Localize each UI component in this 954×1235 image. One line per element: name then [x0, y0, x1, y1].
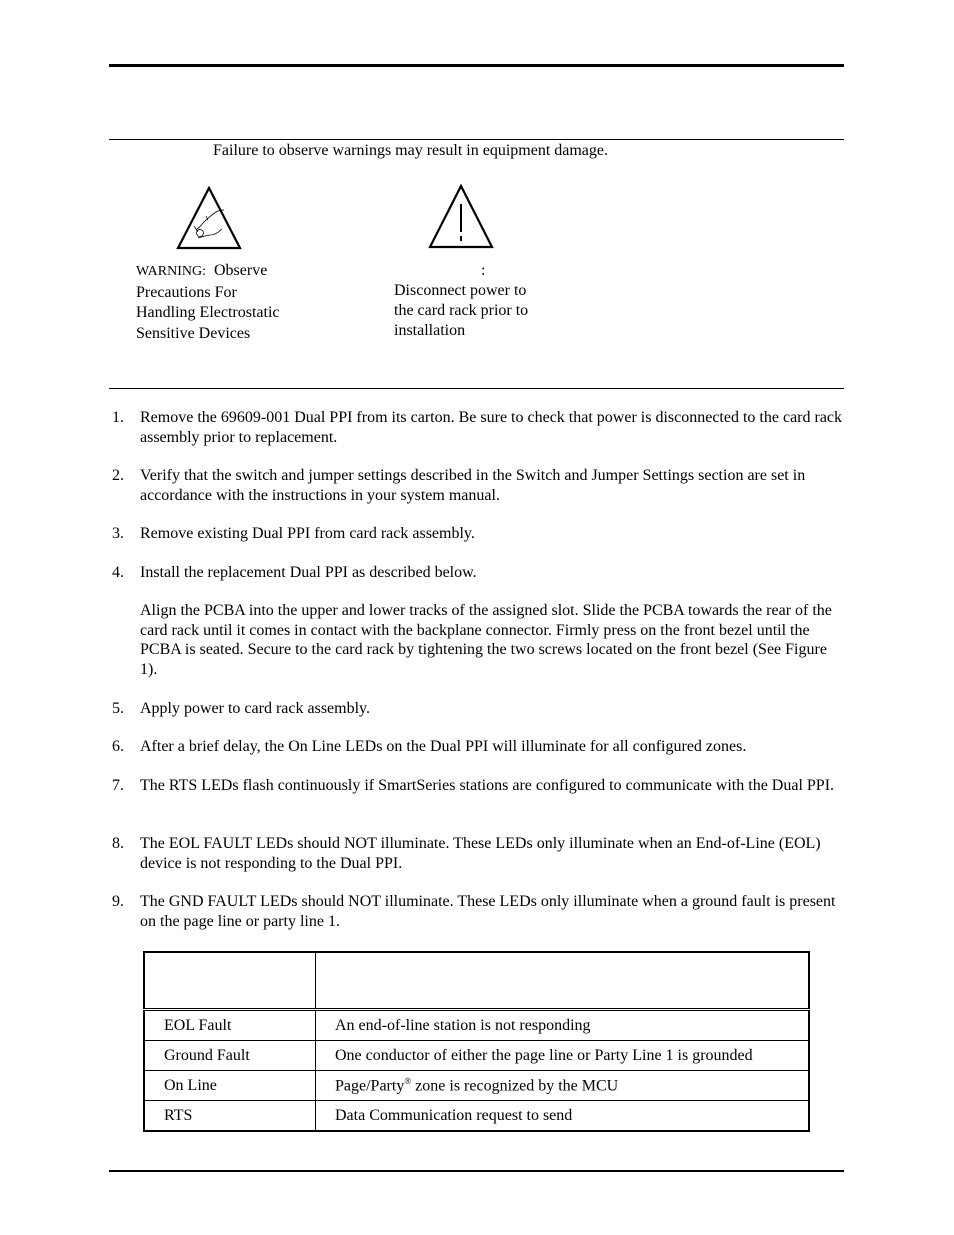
- table-row: [144, 1101, 809, 1132]
- led-name-cell: Ground Fault: [144, 1041, 316, 1071]
- section-rule-2: [109, 388, 844, 389]
- top-rule: [109, 64, 844, 67]
- step-number: 8.: [112, 835, 124, 852]
- power-warning-caption: [394, 261, 594, 341]
- description-text: Page/Party: [335, 1077, 405, 1095]
- step-item: [109, 408, 845, 447]
- led-name-cell: RTS: [144, 1101, 316, 1132]
- step-number: 5.: [112, 700, 124, 717]
- led-description-cell: [316, 1071, 810, 1101]
- step-text: Apply power to card rack assembly.: [140, 700, 370, 717]
- warning-notice: Failure to observe warnings may result in equipment damage.: [213, 142, 609, 159]
- step-item: [109, 563, 845, 583]
- description-text: zone is recognized by the MCU: [411, 1077, 619, 1095]
- step-item: [109, 834, 845, 873]
- step-item: [109, 466, 845, 505]
- step-item: [109, 737, 845, 757]
- step-text: Install the replacement Dual PPI as described below.: [140, 564, 477, 581]
- registered-mark: ®: [404, 1075, 412, 1086]
- step-item: [109, 699, 845, 719]
- step-text: Verify that the switch and jumper settings described in the Switch and Jumper Settings section are set in accordance with the instructions in your system manual.: [140, 467, 806, 504]
- step-text: The GND FAULT LEDs should NOT illuminate. These LEDs only illuminate when a ground fault is present on the page line or party line 1.: [140, 893, 836, 930]
- esd-warning-icon: [176, 186, 242, 250]
- caption-line: the card rack prior to: [394, 302, 529, 319]
- step-number: 2.: [112, 467, 124, 484]
- table-header-row: [144, 952, 809, 1010]
- table-row: [144, 1071, 809, 1101]
- section-rule-1: [109, 139, 844, 140]
- led-description-cell: One conductor of either the page line or Party Line 1 is grounded: [316, 1041, 810, 1071]
- step-text: The EOL FAULT LEDs should NOT illuminate. These LEDs only illuminate when an End-of-Line (EOL) device is not responding to the Dual PPI.: [140, 835, 821, 872]
- caption-line: Sensitive Devices: [136, 324, 251, 342]
- step-number: 7.: [112, 777, 124, 794]
- led-table: [143, 951, 810, 1132]
- led-description-cell: Data Communication request to send: [316, 1101, 810, 1132]
- install-paragraph: Align the PCBA into the upper and lower tracks of the assigned slot. Slide the PCBA towards the rear of the card rack until it comes in contact with the backplane connector. Firmly press on the front bezel until the PCBA is seated. Secure to the card rack by tightening the two screws located on the front bezel (See Figure 1).: [140, 602, 832, 678]
- table-row: [144, 1010, 809, 1041]
- step-number: 4.: [112, 564, 124, 581]
- caption-line: Observe: [214, 262, 268, 279]
- bottom-rule: [109, 1170, 844, 1172]
- caption-colon: :: [481, 262, 486, 279]
- step-number: 1.: [112, 409, 124, 426]
- caption-line: installation: [394, 322, 466, 339]
- caption-line: Handling Electrostatic: [136, 304, 280, 321]
- step-number: 6.: [112, 738, 124, 755]
- step-text: Remove existing Dual PPI from card rack assembly.: [140, 525, 475, 542]
- step-number: 9.: [112, 893, 124, 910]
- step-item: [109, 524, 845, 544]
- caption-line: Precautions For: [136, 283, 237, 301]
- step-number: 3.: [112, 525, 124, 542]
- led-name-cell: EOL Fault: [144, 1010, 316, 1041]
- step-text: Remove the 69609-001 Dual PPI from its carton. Be sure to check that power is disconnected to the card rack assembly prior to replacement.: [140, 409, 843, 446]
- step-text: The RTS LEDs flash continuously if SmartSeries stations are configured to communicate with the Dual PPI.: [140, 777, 835, 794]
- step-item: [109, 892, 845, 931]
- table-row: [144, 1041, 809, 1071]
- warning-label: WARNING:: [136, 264, 206, 279]
- caption-line: Disconnect power to: [394, 282, 527, 299]
- header-cell-description: [316, 952, 810, 1010]
- step-text: After a brief delay, the On Line LEDs on the Dual PPI will illuminate for all configured zones.: [140, 738, 747, 755]
- led-description-cell: An end-of-line station is not responding: [316, 1010, 810, 1041]
- exclamation-warning-icon: [428, 184, 494, 250]
- step-item: [109, 776, 845, 796]
- header-cell-led: [144, 952, 316, 1010]
- led-name-cell: On Line: [144, 1071, 316, 1101]
- esd-warning-caption: [136, 261, 336, 344]
